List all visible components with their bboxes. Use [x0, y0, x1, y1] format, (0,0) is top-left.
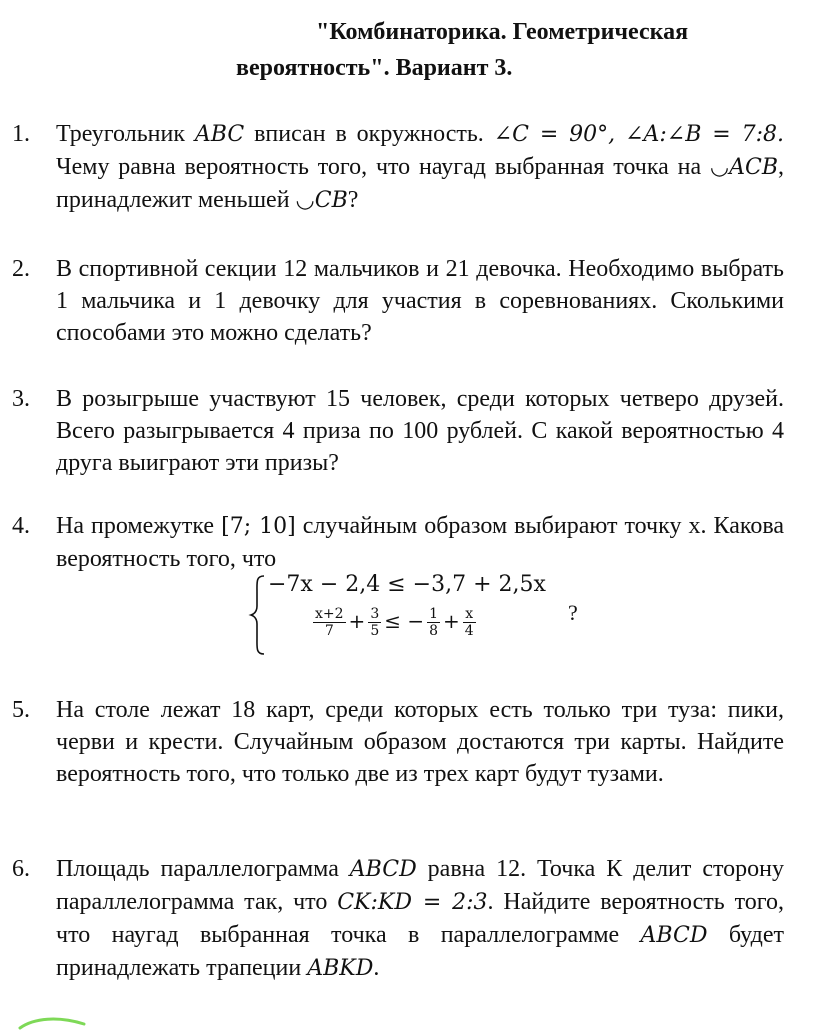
inequality-2: $\frac{x+2}{7}$ + $\frac{3}{5}$ ≤ − $\frac{1}{8}$ + $\frac{x}{4}$ [315, 606, 474, 639]
problem-6 [12, 853, 784, 985]
math-ratio: CK:KD = 2:3 [337, 890, 488, 915]
math-angle-c: ∠C = 90°, [493, 122, 616, 147]
fraction: $\frac{x}{4}$ [464, 606, 474, 639]
fraction: $\frac{1}{8}$ [429, 606, 439, 639]
problem-4 [12, 510, 784, 575]
inequality-system [248, 572, 608, 658]
problem-text: Треугольник ABC вписан в окружность. ∠C = 90°, ∠A:∠B = 7:8. Чему равна вероятность того, что наугад выбранная точка на ◡ACB, принадлежит меньшей ◡CB? [56, 121, 785, 213]
problem-text: Площадь параллелограмма ABCD равна 12. Точка К делит сторону параллелограмма так, что CK:KD = 2:3. Найдите вероятность того, что наугад выбранная точка в параллелограмме ABCD будет принадлежать трапеции ABKD. [56, 856, 784, 981]
problem-3 [12, 383, 784, 479]
question-mark: ? [568, 600, 578, 625]
fraction: $\frac{3}{5}$ [370, 606, 380, 639]
math-abc: ABC [194, 122, 245, 147]
problem-5 [12, 694, 784, 790]
fraction: $\frac{x+2}{7}$ [315, 606, 344, 639]
problem-number: 2. [12, 256, 30, 282]
title-line-1: "Комбинаторика. Геометрическая [316, 19, 689, 45]
problem-number: 3. [12, 386, 30, 412]
problem-number: 4. [12, 513, 30, 539]
inequality-1: −7x − 2,4 ≤ −3,7 + 2,5x [268, 572, 546, 597]
math-arc-cb: ◡CB [295, 188, 348, 213]
math-abkd: ABKD [307, 956, 374, 981]
problem-1 [12, 118, 784, 217]
problem-number: 5. [12, 697, 30, 723]
problem-text: В спортивной секции 12 мальчиков и 21 девочка. Необходимо выбрать 1 мальчика и 1 девочку для участия в соревнованиях. Сколькими способами это можно сделать? [56, 256, 784, 346]
problem-number: 6. [12, 856, 30, 882]
math-angle-ratio: ∠A:∠B = 7:8. [625, 122, 785, 147]
problem-text: На промежутке [7; 10] случайным образом выбирают точку х. Какова вероятность того, что [56, 513, 785, 572]
math-abcd: ABCD [349, 857, 417, 882]
math-arc-acb: ◡ACB [709, 155, 778, 180]
math-abcd: ABCD [640, 923, 708, 948]
page-title [236, 14, 776, 86]
title-line-2: вероятность". Вариант 3. [236, 55, 513, 81]
problem-text: На столе лежат 18 карт, среди которых есть только три туза: пики, черви и крести. Случайным образом достаются три карты. Найдите вероятность того, что только две из трех карт будут тузами. [56, 697, 784, 787]
math-interval: [7; 10] [221, 514, 296, 539]
problem-text: В розыгрыше участвуют 15 человек, среди которых четверо друзей. Всего разыгрывается 4 приза по 100 рублей. С какой вероятностью 4 друга выиграют эти призы? [56, 386, 784, 476]
problem-2 [12, 253, 784, 349]
problem-number: 1. [12, 121, 30, 147]
brace-icon [248, 572, 268, 658]
green-annotation-mark [18, 1012, 88, 1031]
